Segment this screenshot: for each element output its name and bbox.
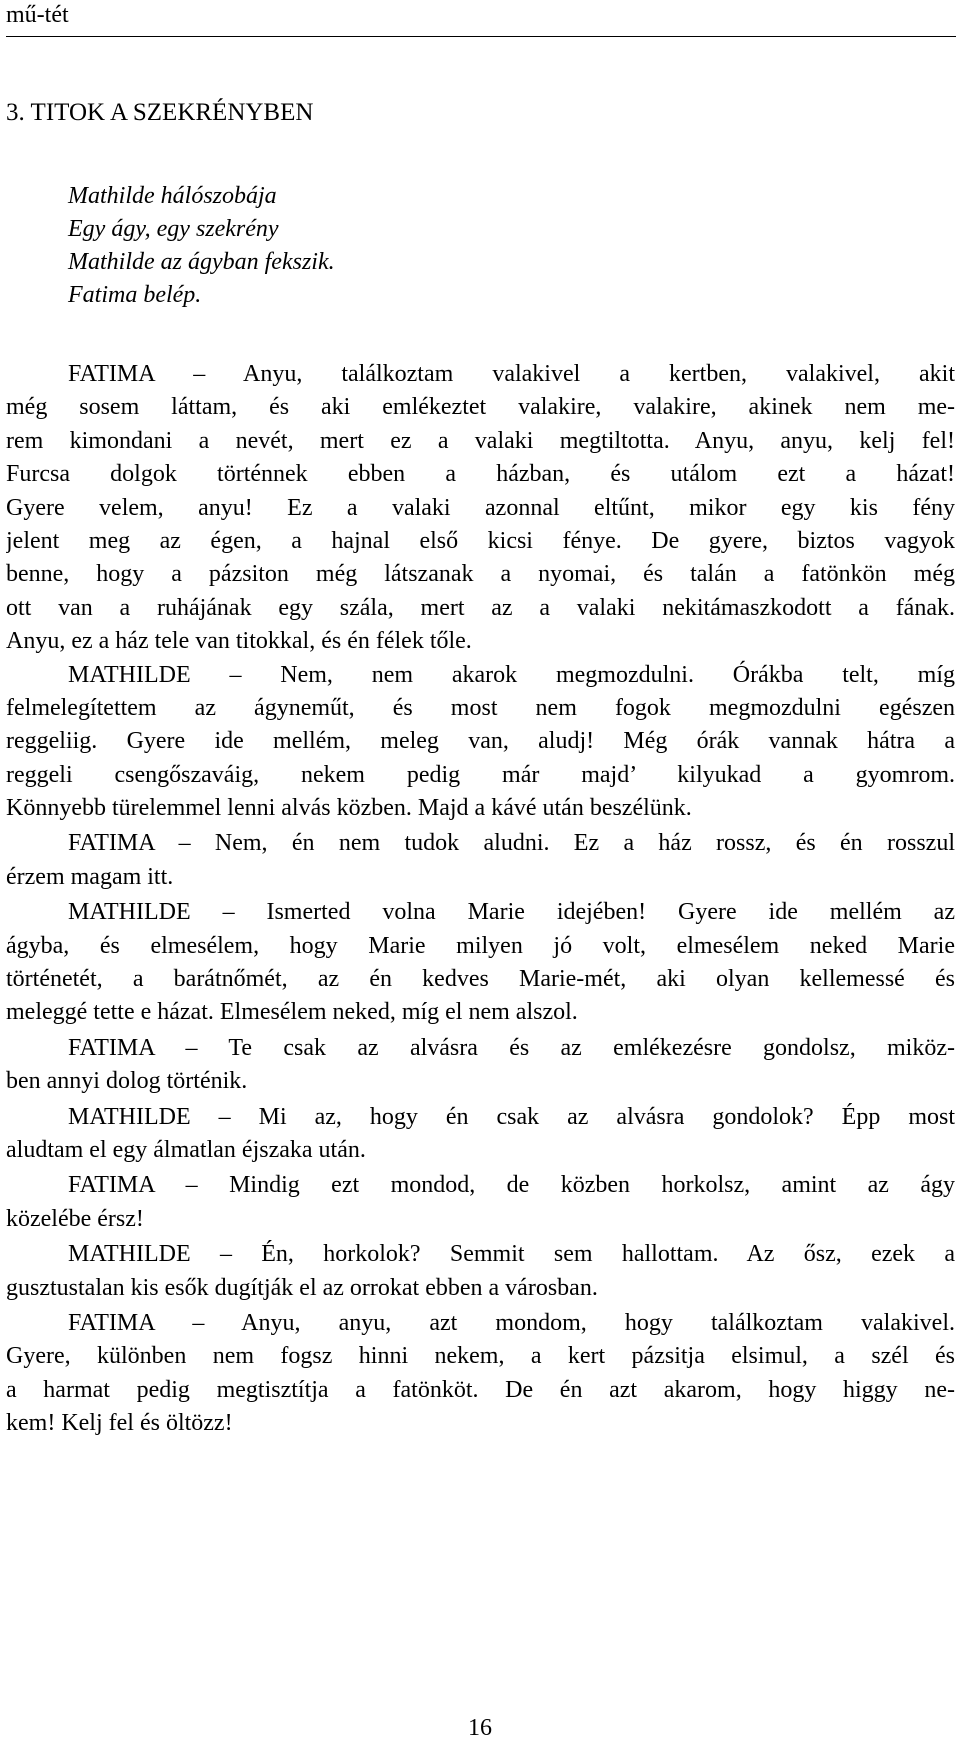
- dialogue-line: MATHILDE – Nem, nem akarok megmozdulni. Órákba telt, míg: [68, 661, 955, 688]
- dialogue-line: meleggé tette e házat. Elmesélem neked, míg el nem alszol.: [6, 999, 578, 1026]
- dialogue-line: FATIMA – Mindig ezt mondod, de közben horkolsz, amint az ágy: [68, 1172, 955, 1199]
- dialogue-line: MATHILDE – Mi az, hogy én csak az alvásra gondolok? Épp most: [68, 1103, 955, 1130]
- dialogue-line: Gyere, különben nem fogsz hinni nekem, a kert pázsitja elsimul, a szél és: [6, 1343, 955, 1370]
- stage-direction-line: Fatima belép.: [68, 282, 202, 308]
- dialogue-line: felmelegítettem az ágyneműt, és most nem fogok megmozdulni egészen: [6, 694, 955, 721]
- running-title: mű-tét: [6, 2, 69, 28]
- dialogue-line: MATHILDE – Én, horkolok? Semmit sem hallottam. Az ősz, ezek a: [68, 1241, 955, 1268]
- dialogue-line: történetét, a barátnőmét, az én kedves Marie-mét, aki olyan kellemessé és: [6, 966, 955, 993]
- dialogue-body: [6, 358, 955, 1441]
- dialogue-line: Könnyebb türelemmel lenni alvás közben. Majd a kávé után beszélünk.: [6, 795, 692, 822]
- stage-directions: [68, 180, 335, 312]
- dialogue-line: még sosem láttam, és aki emlékeztet valakire, valakire, akinek nem me-: [6, 394, 955, 421]
- dialogue-line: FATIMA – Anyu, találkoztam valakivel a kertben, valakivel, akit: [68, 361, 955, 387]
- dialogue-line: kem! Kelj fel és öltözz!: [6, 1410, 233, 1437]
- dialogue-line: benne, hogy a pázsiton még látszanak a nyomai, és talán a fatönkön még: [6, 561, 955, 588]
- dialogue-line: ben annyi dolog történik.: [6, 1068, 248, 1095]
- dialogue-line: FATIMA – Anyu, anyu, azt mondom, hogy találkoztam valakivel.: [68, 1309, 955, 1336]
- chapter-title: 3. TITOK A SZEKRÉNYBEN: [6, 99, 314, 126]
- dialogue-line: rem kimondani a nevét, mert ez a valaki megtiltotta. Anyu, anyu, kelj fel!: [6, 427, 955, 454]
- dialogue-line: ágyba, és elmesélem, hogy Marie milyen jó volt, elmesélem neked Marie: [6, 932, 955, 959]
- dialogue-line: érzem magam itt.: [6, 863, 174, 890]
- dialogue-line: FATIMA – Te csak az alvásra és az emlékezésre gondolsz, miköz-: [68, 1034, 955, 1061]
- dialogue-line: aludtam el egy álmatlan éjszaka után.: [6, 1136, 366, 1163]
- dialogue-line: MATHILDE – Ismerted volna Marie idejében! Gyere ide mellém az: [68, 899, 955, 926]
- dialogue-line: közelébe érsz!: [6, 1205, 144, 1232]
- dialogue-line: Gyere velem, anyu! Ez a valaki azonnal eltűnt, mikor egy kis fény: [6, 494, 955, 521]
- stage-direction-line: Egy ágy, egy szekrény: [68, 216, 279, 242]
- dialogue-line: a harmat pedig megtisztítja a fatönköt. De én azt akarom, hogy higgy ne-: [6, 1376, 955, 1403]
- dialogue-line: gusztustalan kis esők dugítják el az orrokat ebben a városban.: [6, 1274, 598, 1301]
- dialogue-line: reggeliig. Gyere ide mellém, meleg van, aludj! Még órák vannak hátra a: [6, 728, 955, 755]
- stage-direction-line: Mathilde hálószobája: [68, 183, 277, 209]
- page-number: 16: [468, 1715, 492, 1741]
- dialogue-line: Furcsa dolgok történnek ebben a házban, és utálom ezt a házat!: [6, 461, 955, 488]
- dialogue-line: jelent meg az égen, a hajnal első kicsi fénye. De gyere, biztos vagyok: [6, 527, 955, 554]
- stage-direction-line: Mathilde az ágyban fekszik.: [68, 249, 335, 275]
- running-header: [6, 0, 956, 37]
- dialogue-line: reggeli csengőszaváig, nekem pedig már majd’ kilyukad a gyomrom.: [6, 761, 955, 788]
- dialogue-line: Anyu, ez a ház tele van titokkal, és én félek tőle.: [6, 628, 472, 655]
- dialogue-line: FATIMA – Nem, én nem tudok aludni. Ez a ház rossz, és én rosszul: [68, 830, 955, 857]
- dialogue-line: ott van a ruhájának egy szála, mert az a valaki nekitámaszkodott a fának.: [6, 594, 955, 621]
